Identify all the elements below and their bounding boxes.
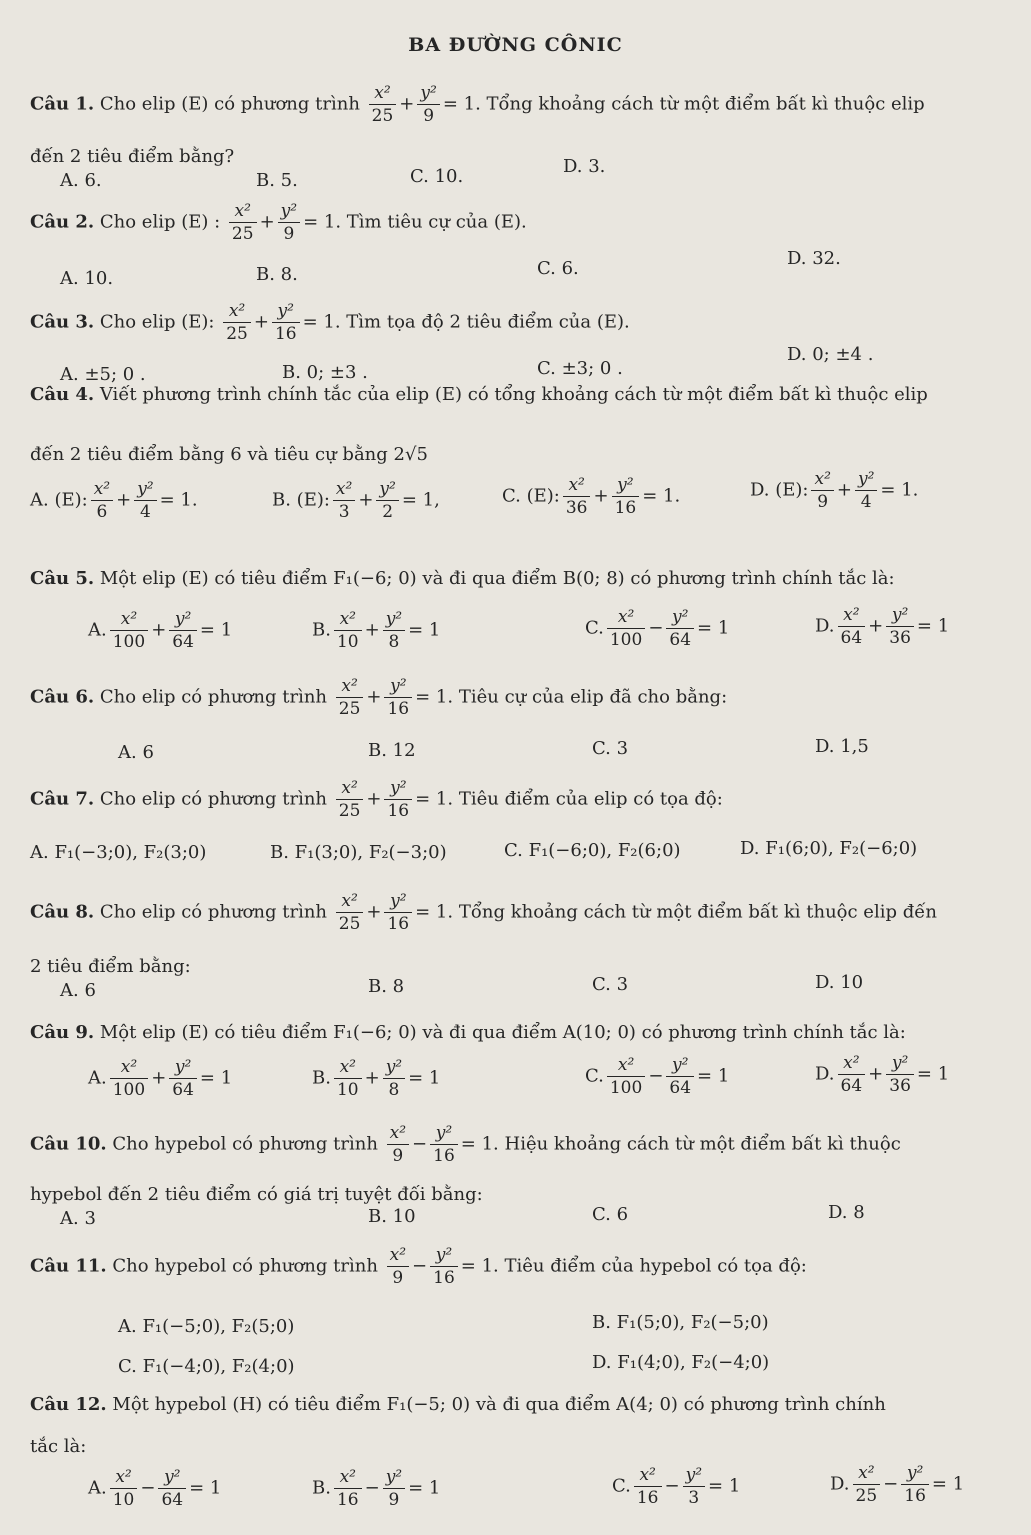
- question-label: Câu 3.: [30, 311, 95, 333]
- question-1: Câu 1. Cho elip (E) có phương trình $\frac{\text{x²}}{25}$ + $\frac{\text{y²}}{9}$ = 1. Tổng khoảng cách từ một điểm bất kì thuộc elip: [30, 83, 925, 126]
- question-text: Một elip (E) có tiêu điểm F₁(−6; 0) và đi qua điểm A(10; 0) có phương trình chính tắc là:: [99, 1022, 906, 1043]
- option-b[interactable]: B. $\frac{\text{x²}}{10}$ + $\frac{\text{y²}}{8}$ = 1: [312, 609, 441, 652]
- fraction: $\frac{\text{y²}}{16}$: [272, 300, 300, 345]
- question-text: Cho elip (E):: [99, 311, 215, 333]
- question-11: Câu 11. Cho hypebol có phương trình $\frac{\text{x²}}{9}$ − $\frac{\text{y²}}{16}$ = 1. Tiêu điểm của hypebol có tọa độ:: [30, 1245, 807, 1288]
- question-text: . Tiêu cự của elip đã cho bằng:: [447, 686, 728, 708]
- option-b[interactable]: B. $\frac{\text{x²}}{16}$ − $\frac{\text{y²}}{9}$ = 1: [312, 1467, 441, 1510]
- question-label: Câu 4.: [30, 384, 95, 405]
- question-text: Cho elip có phương trình: [99, 901, 328, 923]
- question-text: Viết phương trình chính tắc của elip (E) có tổng khoảng cách từ một điểm bất kì thuộc elip: [99, 384, 928, 405]
- option-b[interactable]: B. 0; ±3 .: [282, 362, 368, 383]
- fraction: $\frac{\text{y²}}{9}$: [417, 82, 439, 127]
- option-c[interactable]: C. 3: [592, 974, 629, 995]
- option-d[interactable]: D. 3.: [563, 156, 606, 177]
- option-d[interactable]: D. F₁(6;0), F₂(−6;0): [740, 838, 918, 859]
- option-b[interactable]: B. 8: [368, 976, 405, 997]
- question-10: Câu 10. Cho hypebol có phương trình $\frac{\text{x²}}{9}$ − $\frac{\text{y²}}{16}$ = 1. Hiệu khoảng cách từ một điểm bất kì thuộc: [30, 1123, 901, 1166]
- question-text: 2 tiêu điểm bằng:: [30, 956, 191, 977]
- question-text: Cho elip có phương trình: [99, 686, 328, 708]
- option-d[interactable]: D. 10: [815, 972, 864, 993]
- option-d[interactable]: D. $\frac{\text{x²}}{64}$ + $\frac{\text{y²}}{36}$ = 1: [815, 1053, 950, 1096]
- option-c[interactable]: C. 10.: [410, 166, 464, 187]
- option-d[interactable]: D. (E): $\frac{\text{x²}}{9}$ + $\frac{\text{y²}}{4}$ = 1.: [750, 469, 919, 512]
- option-c[interactable]: C. ±3; 0 .: [537, 358, 623, 379]
- option-a[interactable]: A. 6.: [60, 170, 102, 191]
- option-d[interactable]: D. 8: [828, 1202, 865, 1223]
- option-b[interactable]: B. F₁(3;0), F₂(−3;0): [270, 842, 447, 863]
- option-b[interactable]: B. 5.: [256, 170, 298, 191]
- option-c[interactable]: C. (E): $\frac{\text{x²}}{36}$ + $\frac{\text{y²}}{16}$ = 1.: [502, 475, 681, 518]
- question-text: . Hiệu khoảng cách từ một điểm bất kì thuộc: [493, 1133, 901, 1155]
- option-a[interactable]: A. ±5; 0 .: [60, 364, 146, 385]
- option-a[interactable]: A. 3: [60, 1208, 96, 1229]
- option-c[interactable]: C. 3: [592, 738, 629, 759]
- question-3: Câu 3. Cho elip (E): $\frac{\text{x²}}{25}$ + $\frac{\text{y²}}{16}$ = 1. Tìm tọa độ 2 tiêu điểm của (E).: [30, 301, 630, 344]
- option-a[interactable]: A. F₁(−5;0), F₂(5;0): [118, 1316, 295, 1337]
- fraction: $\frac{\text{x²}}{25}$: [369, 82, 397, 127]
- question-text: Tổng khoảng cách từ một điểm bất kì thuộc elip: [486, 93, 925, 115]
- option-c[interactable]: C. F₁(−4;0), F₂(4;0): [118, 1356, 295, 1377]
- fraction: $\frac{\text{x²}}{25}$: [223, 300, 251, 345]
- question-label: Câu 7.: [30, 788, 95, 810]
- question-text: . Tiêu điểm của hypebol có tọa độ:: [493, 1255, 807, 1277]
- question-label: Câu 11.: [30, 1255, 107, 1277]
- question-5: [30, 568, 895, 589]
- option-b[interactable]: B. $\frac{\text{x²}}{10}$ + $\frac{\text{y²}}{8}$ = 1: [312, 1057, 441, 1100]
- option-a[interactable]: A. $\frac{\text{x²}}{10}$ − $\frac{\text{y²}}{64}$ = 1: [88, 1467, 222, 1510]
- question-text: đến 2 tiêu điểm bằng 6 và tiêu cự bằng 2√5: [30, 444, 428, 465]
- question-text: Cho elip có phương trình: [99, 788, 328, 810]
- option-d[interactable]: D. $\frac{\text{x²}}{25}$ − $\frac{\text{y²}}{16}$ = 1: [830, 1463, 965, 1506]
- option-a[interactable]: A. 6: [118, 742, 154, 763]
- option-c[interactable]: C. $\frac{\text{x²}}{100}$ − $\frac{\text{y²}}{64}$ = 1: [585, 1055, 730, 1098]
- question-text: Một elip (E) có tiêu điểm F₁(−6; 0) và đi qua điểm B(0; 8) có phương trình chính tắc là:: [99, 568, 895, 589]
- option-b[interactable]: B. 10: [368, 1206, 416, 1227]
- question-text: hypebol đến 2 tiêu điểm có giá trị tuyệt đối bằng:: [30, 1184, 483, 1205]
- option-b[interactable]: B. F₁(5;0), F₂(−5;0): [592, 1312, 769, 1333]
- option-d[interactable]: D. 0; ±4 .: [787, 344, 874, 365]
- option-c[interactable]: C. F₁(−6;0), F₂(6;0): [504, 840, 681, 861]
- question-text: . Tìm tiêu cự của (E).: [335, 211, 527, 233]
- question-text: tắc là:: [30, 1436, 87, 1457]
- option-c[interactable]: C. 6: [592, 1204, 629, 1225]
- question-text: . Tiêu điểm của elip có tọa độ:: [447, 788, 723, 810]
- option-d[interactable]: D. $\frac{\text{x²}}{64}$ + $\frac{\text{y²}}{36}$ = 1: [815, 605, 950, 648]
- question-text: đến 2 tiêu điểm bằng?: [30, 146, 235, 167]
- option-a[interactable]: A. F₁(−3;0), F₂(3;0): [30, 842, 207, 863]
- option-b[interactable]: B. 8.: [256, 264, 298, 285]
- question-label: Câu 5.: [30, 568, 95, 589]
- question-9: [30, 1022, 906, 1043]
- option-a[interactable]: A. (E): $\frac{\text{x²}}{6}$ + $\frac{\text{y²}}{4}$ = 1.: [30, 479, 198, 522]
- question-text: . Tìm tọa độ 2 tiêu điểm của (E).: [334, 311, 630, 333]
- option-d[interactable]: D. 32.: [787, 248, 841, 269]
- question-text: Cho elip (E) có phương trình: [99, 93, 360, 115]
- question-label: Câu 12.: [30, 1394, 107, 1415]
- question-text: Cho hypebol có phương trình: [112, 1133, 378, 1155]
- fraction: $\frac{\text{y²}}{9}$: [278, 200, 300, 245]
- option-c[interactable]: C. $\frac{\text{x²}}{16}$ − $\frac{\text{y²}}{3}$ = 1: [612, 1465, 741, 1508]
- question-text: Cho hypebol có phương trình: [112, 1255, 378, 1277]
- option-a[interactable]: A. 6: [60, 980, 96, 1001]
- option-a[interactable]: A. 10.: [60, 268, 114, 289]
- question-label: Câu 9.: [30, 1022, 95, 1043]
- question-6: Câu 6. Cho elip có phương trình $\frac{\text{x²}}{25}$ + $\frac{\text{y²}}{16}$ = 1. Tiêu cự của elip đã cho bằng:: [30, 676, 728, 719]
- question-text: Một hypebol (H) có tiêu điểm F₁(−5; 0) và đi qua điểm A(4; 0) có phương trình chính: [112, 1394, 886, 1415]
- question-text: . Tổng khoảng cách từ một điểm bất kì thuộc elip đến: [447, 901, 937, 923]
- fraction: $\frac{\text{x²}}{25}$: [229, 200, 257, 245]
- option-b[interactable]: B. 12: [368, 740, 416, 761]
- question-text: Cho elip (E) :: [99, 211, 221, 233]
- option-c[interactable]: C. 6.: [537, 258, 579, 279]
- question-2: Câu 2. Cho elip (E) : $\frac{\text{x²}}{25}$ + $\frac{\text{y²}}{9}$ = 1. Tìm tiêu cự của (E).: [30, 201, 527, 244]
- question-label: Câu 1.: [30, 93, 95, 115]
- page-title: BA ĐƯỜNG CÔNIC: [408, 34, 623, 56]
- question-12: [30, 1394, 886, 1415]
- option-d[interactable]: D. F₁(4;0), F₂(−4;0): [592, 1352, 770, 1373]
- option-b[interactable]: B. (E): $\frac{\text{x²}}{3}$ + $\frac{\text{y²}}{2}$ = 1,: [272, 479, 440, 522]
- option-a[interactable]: A. $\frac{\text{x²}}{100}$ + $\frac{\text{y²}}{64}$ = 1: [88, 609, 233, 652]
- question-label: Câu 10.: [30, 1133, 107, 1155]
- question-label: Câu 2.: [30, 211, 95, 233]
- question-label: Câu 6.: [30, 686, 95, 708]
- option-a[interactable]: A. $\frac{\text{x²}}{100}$ + $\frac{\text{y²}}{64}$ = 1: [88, 1057, 233, 1100]
- question-7: Câu 7. Cho elip có phương trình $\frac{\text{x²}}{25}$ + $\frac{\text{y²}}{16}$ = 1. Tiêu điểm của elip có tọa độ:: [30, 778, 723, 821]
- option-d[interactable]: D. 1,5: [815, 736, 869, 757]
- question-8: Câu 8. Cho elip có phương trình $\frac{\text{x²}}{25}$ + $\frac{\text{y²}}{16}$ = 1. Tổng khoảng cách từ một điểm bất kì thuộc elip đến: [30, 891, 937, 934]
- option-c[interactable]: C. $\frac{\text{x²}}{100}$ − $\frac{\text{y²}}{64}$ = 1: [585, 607, 730, 650]
- question-4: [30, 384, 928, 405]
- question-label: Câu 8.: [30, 901, 95, 923]
